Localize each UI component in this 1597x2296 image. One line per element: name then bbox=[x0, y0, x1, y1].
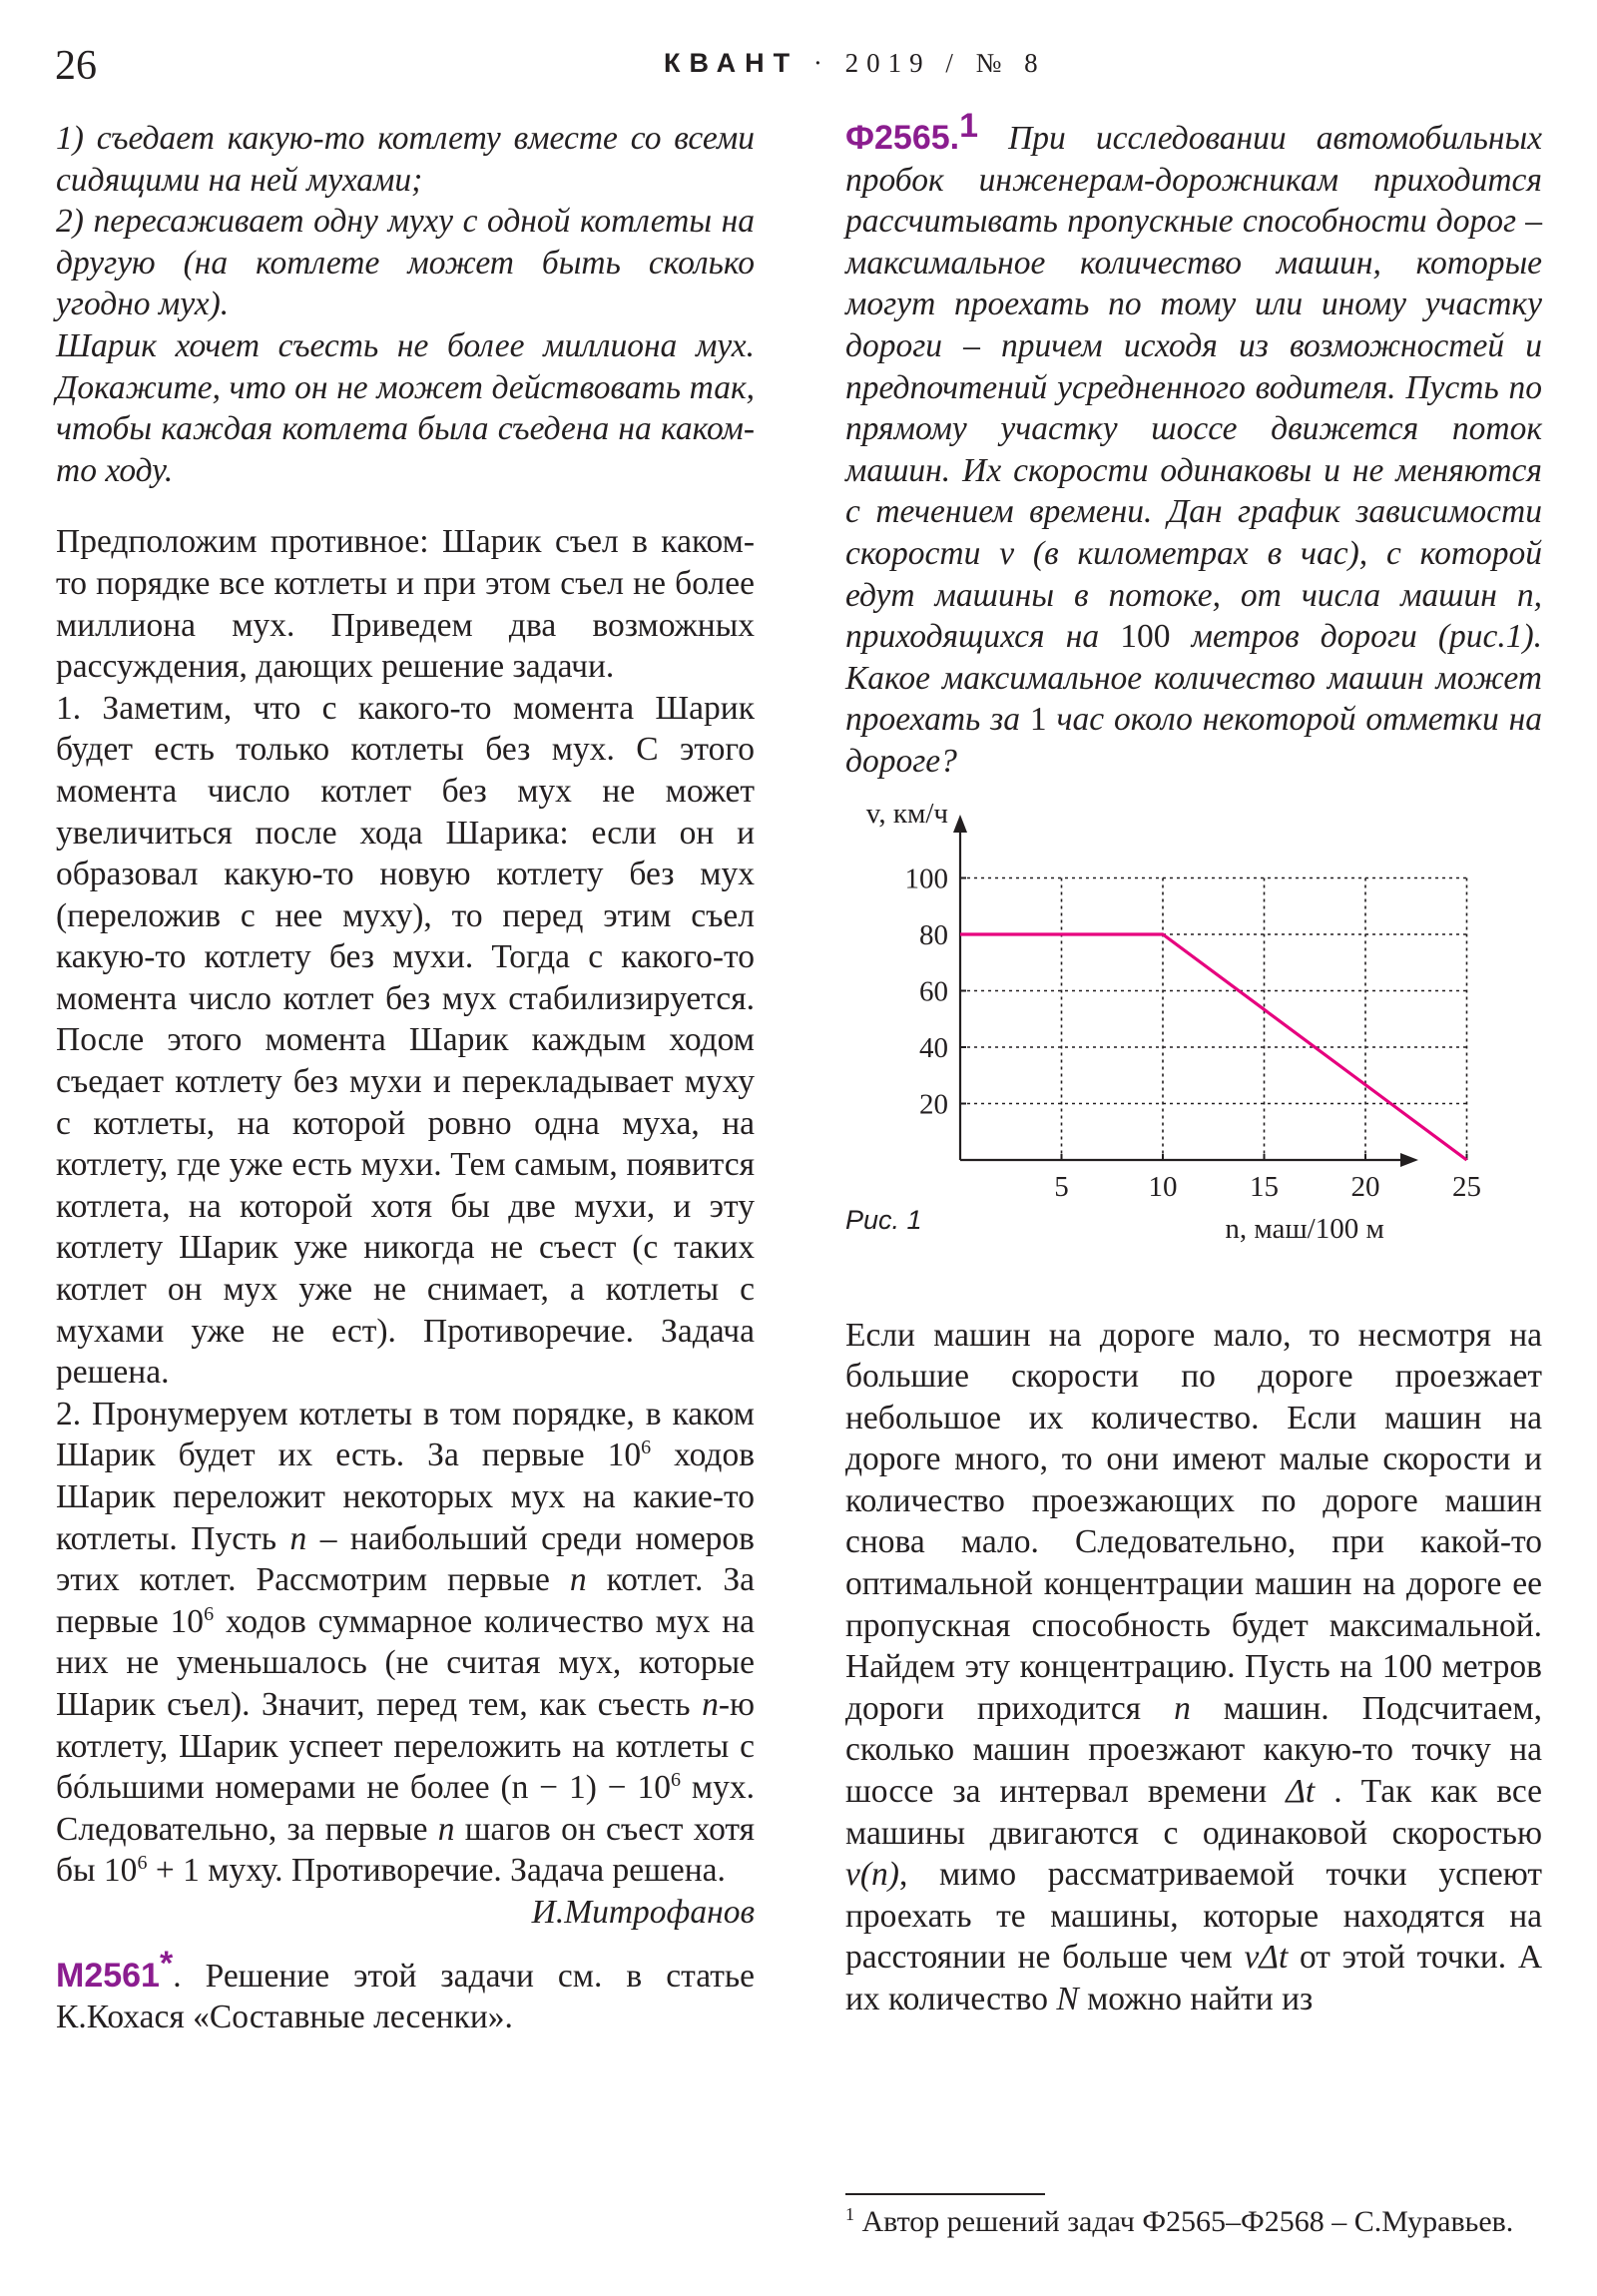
solution-method-2: 2. Пронумеруем котлеты в том порядке, в каком Шарик будет их есть. За первые $10^6$ ходов Шарик переложит некоторых мух на какие-то котлеты. Пусть n – наибольший среди номеров этих котлет. Рассмотрим первые n котлет. За первые $10^6$ ходов суммарное количество мух на них не уменьшалось (не считая мух, которые Шарик съел). Значит, перед тем, как съесть n-ю котлету, Шарик успеет переложить на котлеты с бóльшими номерами не более $(n - 1) - 10^6$ мух. Следовательно, за первые n шагов он съест хотя бы $10^6 + 1$ муху. Противоречие. Задача решена. bbox=[56, 1395, 756, 1890]
y-axis-arrow bbox=[953, 815, 967, 833]
x-axis-label: n, маш/100 м bbox=[1225, 1212, 1384, 1245]
y-tick-label-100: 100 bbox=[904, 862, 948, 894]
solution-intro: Предположим противное: Шарик съел в каком-то порядке все котлеты и при этом съел не более миллиона мух. Приведем два возможных рассуждения, дающих решение задачи. bbox=[56, 523, 755, 686]
x-tick-label-25: 25 bbox=[1452, 1170, 1481, 1203]
author-signature: И.Митрофанов bbox=[531, 1893, 755, 1931]
footnote-rule bbox=[845, 2193, 1045, 2195]
footnote: $^1$ Автор решений задач Ф2565–Ф2568 – С.Муравьев. bbox=[845, 2204, 1514, 2238]
problem-number-m2561: М2561 bbox=[56, 1956, 160, 1995]
page-number: 26 bbox=[55, 43, 97, 89]
x-tick-label-10: 10 bbox=[1148, 1170, 1178, 1203]
problem-m2561: М2561*. Решение этой задачи см. в статье К.Кохася «Составные лесенки». bbox=[56, 1944, 755, 2036]
problem-condition-1: 1) съедает какую-то котлету вместе со всеми сидящими на ней мухами; bbox=[56, 120, 755, 199]
problem-question: Шарик хочет съесть не более миллиона мух. Докажите, что он не может действовать так, чтобы каждая котлета была съедена на каком-то ходу. bbox=[56, 326, 755, 489]
problem-condition-2: 2) пересаживает одну муху с одной котлеты на другую (на котлете может быть сколько угодно мух). bbox=[56, 203, 755, 323]
x-tick-label-20: 20 bbox=[1350, 1170, 1380, 1203]
y-tick-label-80: 80 bbox=[919, 918, 948, 951]
left-column bbox=[56, 118, 755, 2038]
page-header bbox=[55, 42, 1542, 92]
speed-density-chart bbox=[845, 801, 1542, 1305]
y-tick-label-40: 40 bbox=[919, 1031, 948, 1064]
running-title bbox=[664, 48, 1046, 79]
solution-method-1: 1. Заметим, что с какого-то момента Шарик будет есть только котлеты без мух. С этого момента число котлет без мух не может увеличиться после хода Шарика: если он и образовал какую-то новую котлету без мух (переложив с нее муху), то перед этим съел какую-то котлету без мухи. Тогда с какого-то момента число котлет без мух стабилизируется. После этого момента Шарик каждым ходом съедает котлету без мухи и перекладывает муху с котлеты, на которой ровно одна муха, на котлету, где уже есть мухи. Тем самым, появится котлета, на которой хотя бы две мухи, и эту котлету Шарик уже никогда не съест (с таких котлет он мух уже не снимает, а котлеты с мухами уже не ест). Противоречие. Задача решена. bbox=[56, 689, 755, 1392]
right-column bbox=[845, 106, 1543, 2020]
figure-1 bbox=[845, 801, 1542, 1305]
y-tick-label-60: 60 bbox=[919, 975, 948, 1007]
issue-number: 2019 / № 8 bbox=[844, 48, 1046, 78]
problem-f2565: Ф2565.$^1$ При исследовании автомобильных пробок инженерам-дорожникам приходится рассчитывать пропускные способности дорог – максимальное количество машин, которые могут проехать по тому или иному участку дороги – причем исходя из возможностей и предпочтений усредненного водителя. Пусть по прямому участку шоссе движется поток машин. Их скорости одинаковы и не меняются с течением времени. Дан график зависимости скорости v (в километрах в час), с которой едут машины в потоке, от числа машин n, приходящихся на 100 метров дороги (рис.1). Какое максимальное количество машин может проехать за 1 час около некоторой отметки на дороге? bbox=[845, 106, 1543, 780]
problem-number-f2565: Ф2565. bbox=[845, 119, 960, 157]
solution-f2565: Если машин на дороге мало, то несмотря на большие скорости по дороге проезжает небольшое их количество. Если машин на дороге много, то они имеют малые скорости и количество проезжающих по дороге машин снова мало. Следовательно, при какой-то оптимальной концентрации машин на дороге ее пропускная способность будет максимальной. Найдем эту концентрацию. Пусть на 100 метров дороги приходится n машин. Подсчитаем, сколько машин проезжают какую-то точку на шоссе за интервал времени Δt . Так как все машины двигаются с одинаковой скоростью v(n), мимо рассматриваемой точки успеют проехать те машины, которые находятся на расстоянии не больше чем vΔt от этой точки. А их количество N можно найти из bbox=[845, 1316, 1543, 2017]
x-tick-label-5: 5 bbox=[1054, 1170, 1069, 1203]
header-separator: · bbox=[812, 48, 830, 78]
x-axis-arrow bbox=[1400, 1153, 1418, 1167]
magazine-name: КВАНТ bbox=[664, 48, 799, 78]
x-tick-label-15: 15 bbox=[1250, 1170, 1279, 1203]
figure-caption: Рис. 1 bbox=[845, 1204, 922, 1235]
y-tick-label-20: 20 bbox=[919, 1088, 948, 1120]
y-axis-label: v, км/ч bbox=[865, 800, 948, 830]
